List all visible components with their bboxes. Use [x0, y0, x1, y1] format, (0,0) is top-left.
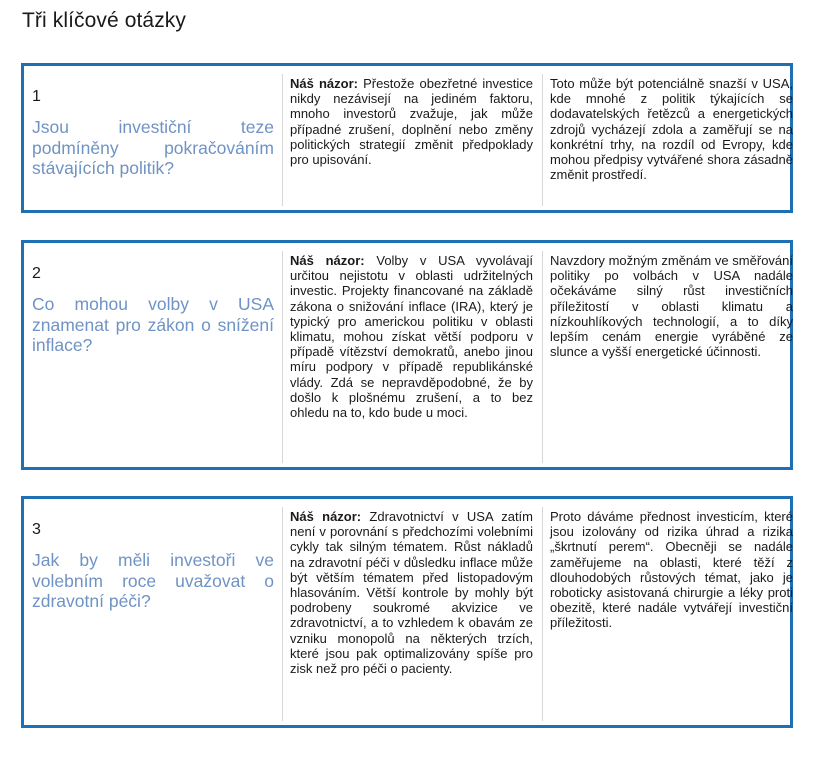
- detail-column: [550, 253, 793, 359]
- our-view-label: Náš názor:: [290, 509, 370, 524]
- question-text: Jak by měli investoři ve volebním roce uvažovat o zdravotní péči?: [32, 550, 274, 612]
- question-column: [32, 509, 274, 612]
- question-card-1: [21, 63, 793, 213]
- question-column: [32, 253, 274, 356]
- question-card-3: [21, 496, 793, 728]
- column-divider: [542, 74, 543, 206]
- question-card-2: [21, 240, 793, 470]
- our-view-label: Náš názor:: [290, 76, 364, 91]
- question-column: [32, 76, 274, 179]
- question-number: 3: [32, 521, 41, 538]
- our-view-label: Náš názor:: [290, 253, 377, 268]
- detail-column: [550, 76, 793, 182]
- detail-column: [550, 509, 793, 631]
- our-view-column: [290, 253, 533, 420]
- our-view-column: [290, 509, 533, 676]
- detail-text: Proto dáváme přednost investicím, které jsou izolovány od rizika úhrad a rizika „škrtnutí perem“. Obecněji se nadále zaměřujeme na oblasti, které těží z dlouhodobých růstových témat, jako je roboticky asistovaná chirurgie a léky proti obezitě, které nadále vytvářejí investiční příležitosti.: [550, 509, 793, 631]
- detail-text: Toto může být potenciálně snazší v USA, kde mnohé z politik týkajících se dodavatelských řetězců a energetických zdrojů vycházejí zdola a zaměřují se na konkrétní trhy, na rozdíl od Evropy, kde mohou předpisy vytvářené shora zásadně změnit prostředí.: [550, 76, 793, 183]
- question-text: Jsou investiční teze podmíněny pokračováním stávajících politik?: [32, 117, 274, 179]
- our-view-text: Přestože obezřetné investice nikdy nezávisejí na jediném faktoru, mnoho investorů zvažuje, jak může případné zrušení, doplnění nebo změny politických strategií změnit předpoklady pro upisování.: [290, 76, 533, 168]
- our-view-text: Volby v USA vyvolávají určitou nejistotu v oblasti udržitelných investic. Projekty financované na základě zákona o snižování inflace (IRA), který je typický pro americkou politiku v oblasti klimatu, mohou získat větší podporu v případě vítězství demokratů, anebo jinou míru podpory v případě republikánské vlády. Zdá se nepravděpodobné, že by došlo k plošnému zrušení, a to bez ohledu na to, kdo bude u moci.: [290, 253, 533, 421]
- question-number: 1: [32, 88, 41, 105]
- column-divider: [282, 74, 283, 206]
- our-view-column: [290, 76, 533, 167]
- question-text: Co mohou volby v USA znamenat pro zákon o snížení inflace?: [32, 294, 274, 356]
- page-title: Tři klíčové otázky: [22, 9, 187, 32]
- question-number: 2: [32, 265, 41, 282]
- column-divider: [282, 507, 283, 721]
- column-divider: [542, 507, 543, 721]
- column-divider: [282, 251, 283, 463]
- our-view-text: Zdravotnictví v USA zatím není v porovnání s předchozími volebními cykly tak silným tématem. Růst nákladů na zdravotní péči v důsledku inflace může být větším tématem před listopadovým hlasováním. Větší kontrole by mohly být podrobeny soukromé akvizice ve zdravotnictví, a to vzhledem k obavám ze vzniku monopolů na některých trzích, které jsou pak optimalizovány spíše pro zisk než pro péči o pacienty.: [290, 509, 533, 677]
- detail-text: Navzdory možným změnám ve směřování politiky po volbách v USA nadále očekáváme silný růst investičních příležitostí v oblasti klimatu a nízkouhlíkových technologií, a to díky lepším cenám energie vyráběné ze slunce a vyšší energetické účinnosti.: [550, 253, 793, 360]
- column-divider: [542, 251, 543, 463]
